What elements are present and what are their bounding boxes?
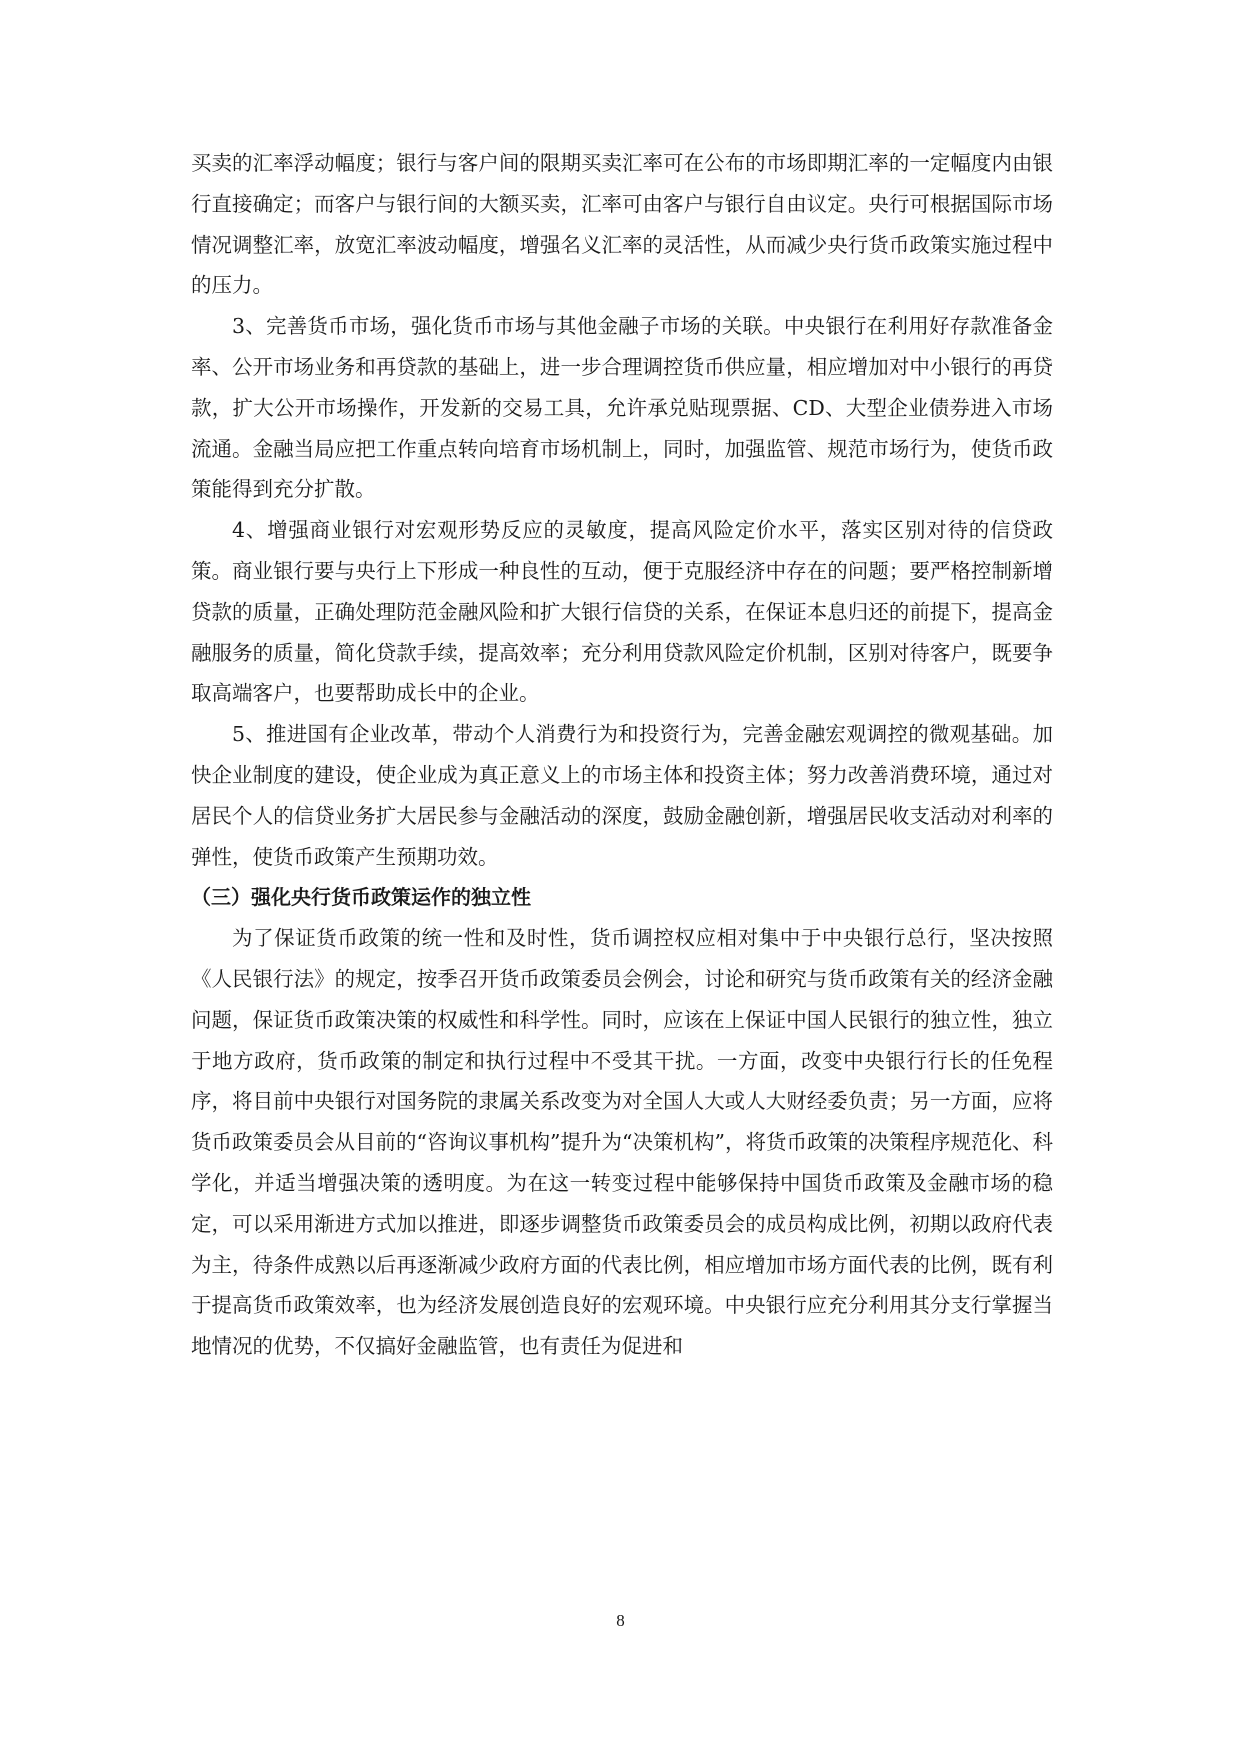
paragraph-item-5: 5、推进国有企业改革，带动个人消费行为和投资行为，完善金融宏观调控的微观基础。加快企业制度的建设，使企业成为真正意义上的市场主体和投资主体；努力改善消费环境，通过对居民个人的信贷业务扩大居民参与金融活动的深度，鼓励金融创新，增强居民收支活动对利率的弹性，使货币政策产生预期功效。 [191, 722, 1053, 869]
document-body [191, 143, 1053, 1367]
paragraph-independence: 为了保证货币政策的统一性和及时性，货币调控权应相对集中于中央银行总行，坚决按照《人民银行法》的规定，按季召开货币政策委员会例会，讨论和研究与货币政策有关的经济金融问题，保证货币政策决策的权威性和科学性。同时，应该在上保证中国人民银行的独立性，独立于地方政府，货币政策的制定和执行过程中不受其干扰。一方面，改变中央银行行长的任免程序，将目前中央银行对国务院的隶属关系改变为对全国人大或人大财经委负责；另一方面，应将货币政策委员会从目前的“咨询议事机构”提升为“决策机构”，将货币政策的决策程序规范化、科学化，并适当增强决策的透明度。为在这一转变过程中能够保持中国货币政策及金融市场的稳定，可以采用渐进方式加以推进，即逐步调整货币政策委员会的成员构成比例，初期以政府代表为主，待条件成熟以后再逐渐减少政府方面的代表比例，相应增加市场方面代表的比例，既有利于提高货币政策效率，也为经济发展创造良好的宏观环境。中央银行应充分利用其分支行掌握当地情况的优势，不仅搞好金融监管，也有责任为促进和 [191, 926, 1053, 1359]
page-number: 8 [616, 1611, 625, 1630]
paragraph-item-3: 3、完善货币市场，强化货币市场与其他金融子市场的关联。中央银行在利用好存款准备金率、公开市场业务和再贷款的基础上，进一步合理调控货币供应量，相应增加对中小银行的再贷款，扩大公开市场操作，开发新的交易工具，允许承兑贴现票据、CD、大型企业债券进入市场流通。金融当局应把工作重点转向培育市场机制上，同时，加强监管、规范市场行为，使货币政策能得到充分扩散。 [191, 314, 1053, 502]
section-heading: （三）强化央行货币政策运作的独立性 [191, 885, 531, 910]
paragraph-continuation: 买卖的汇率浮动幅度；银行与客户间的限期买卖汇率可在公布的市场即期汇率的一定幅度内由银行直接确定；而客户与银行间的大额买卖，汇率可由客户与银行自由议定。央行可根据国际市场情况调整汇率，放宽汇率波动幅度，增强名义汇率的灵活性，从而减少央行货币政策实施过程中的压力。 [191, 151, 1053, 298]
paragraph-item-4: 4、增强商业银行对宏观形势反应的灵敏度，提高风险定价水平，落实区别对待的信贷政策。商业银行要与央行上下形成一种良性的互动，便于克服经济中存在的问题；要严格控制新增贷款的质量，正确处理防范金融风险和扩大银行信贷的关系，在保证本息归还的前提下，提高金融服务的质量，简化贷款手续，提高效率；充分利用贷款风险定价机制，区别对待客户，既要争取高端客户，也要帮助成长中的企业。 [191, 518, 1053, 706]
